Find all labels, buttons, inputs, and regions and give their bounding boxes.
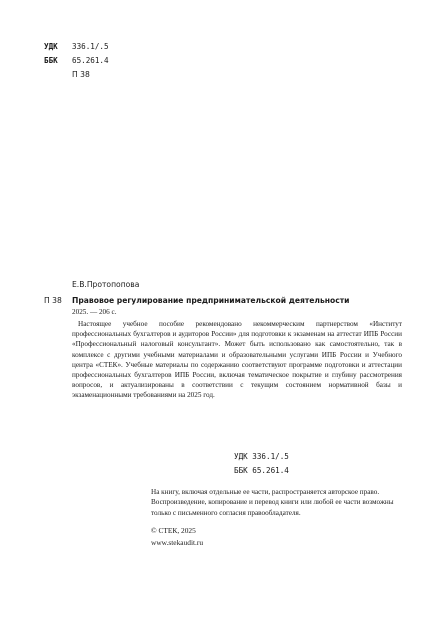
bottom-udk: УДК 336.1/.5: [234, 452, 289, 461]
publication-info: 2025. — 206 с.: [72, 308, 117, 316]
cutter-code: П 38: [72, 70, 90, 79]
book-abstract: Настоящее учебное пособие рекомендовано некоммерческим партнерством «Институт профессиональных бухгалтеров и аудиторов России» для подготовки к экзаменам на аттестат ИПБ России «Профессиональный налоговый консультант». Может быть использовано как самостоятельно, так в комплексе с другими учебными материалами и образовательными услугами ИПБ России и Учебного центра «СТЕК». Учебные материалы по содержанию соответствуют программе подготовки и аттестации профессиональных бухгалтеров ИПБ России, включая тематическое покрытие и глубину рассмотрения вопросов, и актуализированы в соответствии с текущим состоянием нормативной базы и экзаменационными требованиями на 2025 год.: [72, 320, 402, 400]
copyright-line: © СТЕК, 2025: [151, 526, 196, 535]
bbk-value: 65.261.4: [72, 56, 109, 65]
copyright-notice: На книгу, включая отдельные ее части, распространяется авторское право. Воспроизведение, копирование и перевод книги или любой ее части возможны только с письменного согласия правообладателя.: [151, 488, 394, 517]
udk-label: УДК: [44, 42, 58, 51]
author-name: Е.В.Протопопова: [72, 280, 140, 289]
cutter-code-left: П 38: [44, 296, 62, 305]
book-title: Правовое регулирование предпринимательской деятельности: [72, 296, 350, 305]
website-link[interactable]: www.stekaudit.ru: [151, 538, 204, 547]
udk-value: 336.1/.5: [72, 42, 109, 51]
bbk-label: ББК: [44, 56, 58, 65]
bottom-bbk: ББК 65.261.4: [234, 466, 289, 475]
